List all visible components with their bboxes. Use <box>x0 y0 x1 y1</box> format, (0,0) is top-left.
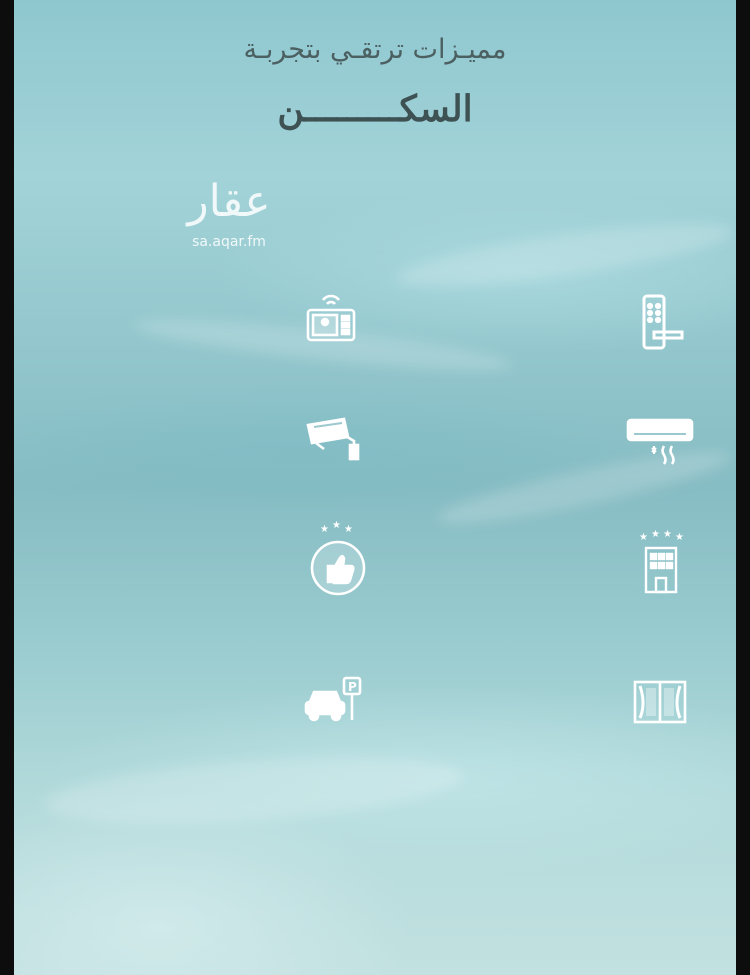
svg-text:★: ★ <box>675 532 684 543</box>
svg-text:★: ★ <box>651 530 660 540</box>
background-streak <box>42 745 465 834</box>
air-conditioner-icon <box>626 416 694 468</box>
smart-lock-icon <box>638 292 686 352</box>
svg-text:★: ★ <box>332 520 341 531</box>
window-icon <box>632 678 688 726</box>
page-title: مميـزات ترتقـي بتجربـة <box>243 34 507 65</box>
svg-text:P: P <box>348 680 357 694</box>
parking-car-icon <box>304 676 366 724</box>
intercom-icon <box>305 292 357 344</box>
quality-thumbs-up-icon <box>304 520 368 600</box>
page-subtitle: السكـــــــــن <box>277 88 473 130</box>
security-camera-icon <box>304 415 362 463</box>
hotel-building-icon <box>634 530 692 596</box>
svg-text:★: ★ <box>663 530 672 540</box>
svg-text:★: ★ <box>344 524 353 535</box>
poster <box>14 0 736 975</box>
watermark-url: sa.aqar.fm <box>192 234 266 250</box>
watermark-brand: عقار <box>187 176 271 227</box>
svg-text:★: ★ <box>639 532 648 543</box>
svg-text:★: ★ <box>320 524 329 535</box>
background-streak <box>393 212 735 299</box>
